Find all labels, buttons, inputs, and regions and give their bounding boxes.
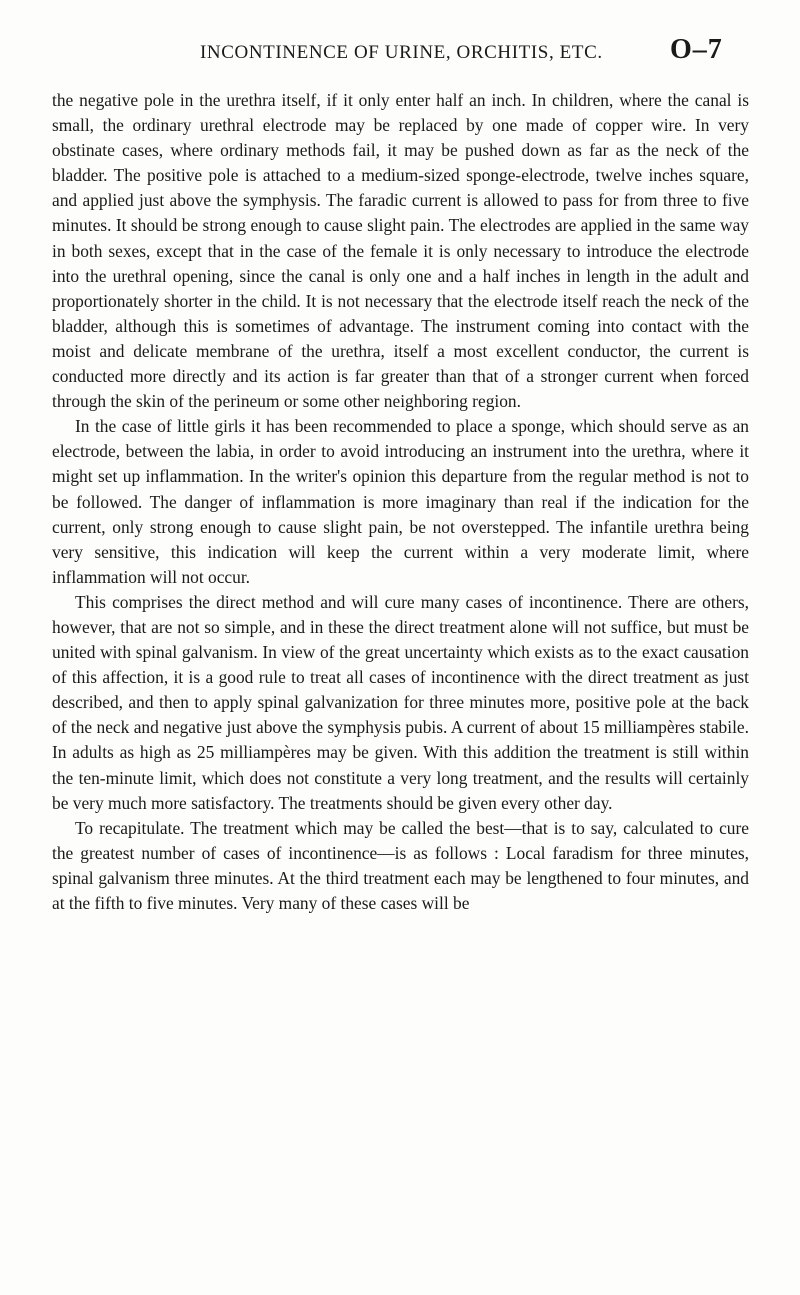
paragraph-direct-method: This comprises the direct method and will cure many cases of incontinence. There are others, however, that are not so simple, and in these the direct treatment alone will not suffice, but must be united with spinal galvanism. In view of the great uncertainty which exists as to the exact causation of this affection, it is a good rule to treat all cases of incontinence with the direct treatment as just described, and then to apply spinal galvanization for three minutes more, positive pole at the back of the neck and negative just above the symphysis pubis. A current of about 15 milliampères stabile. In adults as high as 25 milliampères may be given. With this addition the treatment is still within the ten-minute limit, which does not constitute a very long treatment, and the results will certainly be very much more satisfactory. The treatments should be given every other day. [52, 591, 749, 813]
paragraph-recapitulate: To recapitulate. The treatment which may be called the best—that is to say, calculated to cure the greatest number of cases of incontinence—is as follows : Local faradism for three minutes, spinal galvanism three minutes. At the third treatment each may be lengthened to four minutes, and at the fifth to five minutes. Very many of these cases will be [52, 817, 749, 913]
running-header: INCONTINENCE OF URINE, ORCHITIS, ETC. [200, 42, 603, 63]
body-text [52, 88, 749, 916]
page-number: O–7 [670, 34, 723, 65]
paragraph-continuation: the negative pole in the urethra itself, if it only enter half an inch. In children, where the canal is small, the ordinary urethral electrode may be replaced by one made of copper wire. In very obstinate cases, where ordinary methods fail, it may be pushed down as far as the neck of the bladder. The positive pole is attached to a medium-sized sponge-electrode, twelve inches square, and applied just above the symphysis. The faradic current is allowed to pass for from three to five minutes. It should be strong enough to cause slight pain. The electrodes are applied in the same way in both sexes, except that in the case of the female it is only necessary to introduce the electrode into the urethral opening, since the canal is only one and a half inches in length in the adult and proportionately shorter in the child. It is not necessary that the electrode itself reach the neck of the bladder, although this is sometimes of advantage. The instrument coming into contact with the moist and delicate membrane of the urethra, itself a most excellent conductor, the current is conducted more directly and its action is far greater than that of a stronger current when forced through the skin of the perineum or some other neighboring region. [52, 90, 749, 412]
paragraph-little-girls: In the case of little girls it has been recommended to place a sponge, which should serve as an electrode, between the labia, in order to avoid introducing an instrument into the urethra, where it might set up inflammation. In the writer's opinion this departure from the regular method is not to be followed. The danger of inflammation is more imaginary than real if the indication for the current, only strong enough to cause slight pain, be not overstepped. The infantile urethra being very sensitive, this indication will keep the current within a very moderate limit, where inflammation will not occur. [52, 416, 749, 587]
